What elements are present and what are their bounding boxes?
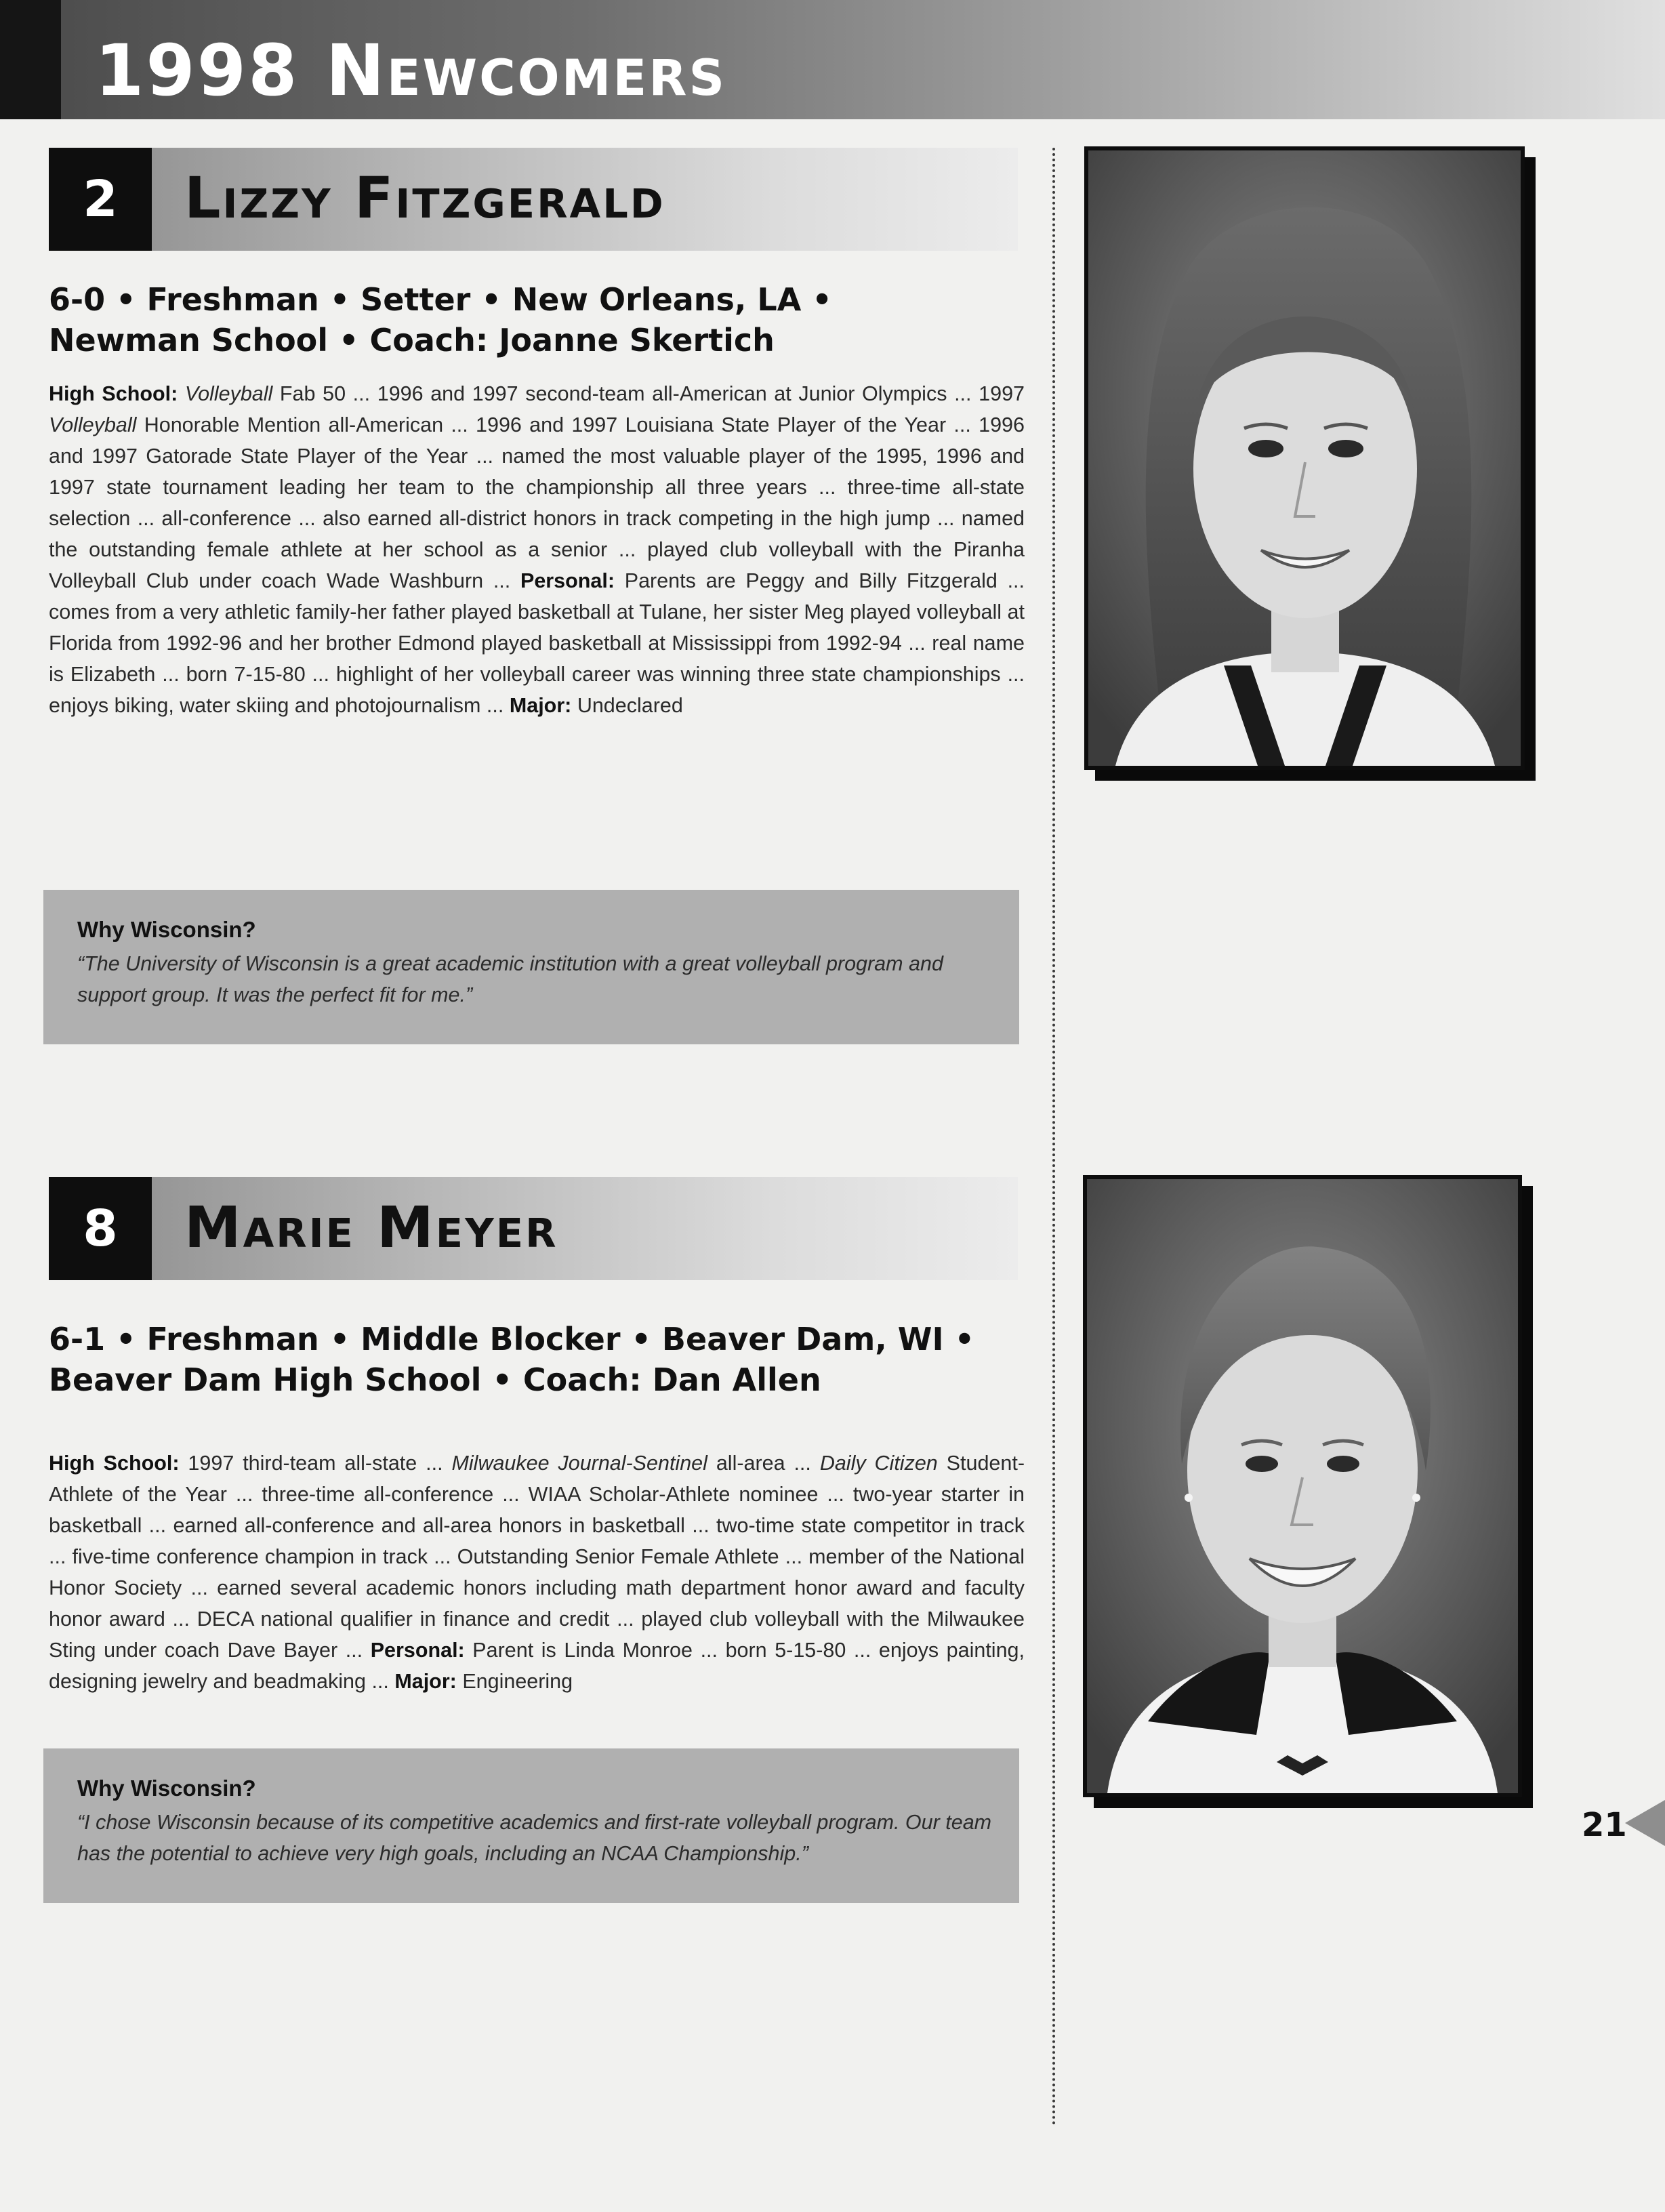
player-vitals: [49, 1319, 1038, 1400]
jersey-number: 2: [49, 148, 152, 251]
why-wisconsin-box: [43, 890, 1019, 1044]
player-name-band: [49, 148, 1018, 251]
bio-text: Student-Athlete of the Year ... three-time all-conference ... WIAA Scholar-Athlete nominee ... two-year starter in basketball ... earned all-conference and all-area honors in basketball ... two-time state competitor in track ... five-time conference champion in track ... Outstanding Senior Female Athlete ... member of the National Honor Society ... earned several academic honors including math department honor award and faculty honor award ... DECA national qualifier in finance and credit ... played club volleyball with the Milwaukee Sting under coach Dave Bayer ...: [49, 1452, 1025, 1662]
personal-label: Personal:: [370, 1639, 465, 1662]
page-arrow-icon: [1625, 1800, 1665, 1846]
vitals-line-2: Beaver Dam High School • Coach: Dan Allen: [49, 1361, 821, 1398]
page-number: 21: [1582, 1806, 1627, 1844]
why-wisconsin-title: Why Wisconsin?: [77, 917, 256, 942]
major-label: Major:: [394, 1670, 457, 1693]
personal-text: Parents are Peggy and Billy Fitzgerald ... comes from a very athletic family-her father played basketball at Tulane, her sister Meg played volleyball at Florida from 1992-96 and her brother Edmond played basketball at Mississippi from 1992-94 ... real name is Elizabeth ... born 7-15-80 ... highlight of her volleyball career was winning three state championships ... enjoys biking, water skiing and photojournalism ...: [49, 569, 1025, 717]
publication-name: Volleyball: [184, 382, 273, 405]
jersey-number: 8: [49, 1177, 152, 1280]
column-divider: [1052, 148, 1055, 2127]
bio-text: Honorable Mention all-American ... 1996 and 1997 Louisiana State Player of the Year ... 1996 and 1997 Gatorade State Player of the Year ... named the most valuable player of the 1995, 1996 and 1997 state tournament leading her team to the championship all three years ... three-time all-state selection ... all-conference ... also earned all-district honors in track competing in the high jump ... named the outstanding female athlete at her school as a senior ... played club volleyball with the Piranha Volleyball Club under coach Wade Washburn ...: [49, 413, 1025, 592]
major-text: Engineering: [456, 1670, 573, 1693]
publication-name: Milwaukee Journal-Sentinel: [451, 1452, 707, 1475]
major-text: Undeclared: [571, 694, 683, 717]
why-wisconsin-quote: “I chose Wisconsin because of its competitive academics and first-rate volleyball program. Our team has the potential to achieve very high goals, including an NCAA Championship.”: [77, 1811, 992, 1865]
high-school-label: High School:: [49, 1452, 180, 1475]
why-wisconsin-title: Why Wisconsin?: [77, 1776, 256, 1801]
publication-name: Daily Citizen: [819, 1452, 938, 1475]
bio-text: all-area ...: [707, 1452, 820, 1475]
player-photo: [1083, 1175, 1522, 1797]
personal-label: Personal:: [520, 569, 615, 592]
vitals-line-1: 6-0 • Freshman • Setter • New Orleans, LA •: [49, 281, 832, 318]
high-school-label: High School:: [49, 382, 178, 405]
vitals-line-2: Newman School • Coach: Joanne Skertich: [49, 322, 775, 359]
player-name: Marie Meyer: [184, 1194, 558, 1261]
header-edge-block: [0, 0, 61, 119]
page-header: [0, 0, 1665, 119]
publication-name: Volleyball: [49, 413, 137, 436]
why-wisconsin-box: [43, 1748, 1019, 1903]
player-bio: [49, 378, 1025, 721]
player-name-band: [49, 1177, 1018, 1280]
player-bio: [49, 1448, 1025, 1697]
vitals-line-1: 6-1 • Freshman • Middle Blocker • Beaver Dam, WI •: [49, 1321, 975, 1357]
bio-text: 1997 third-team all-state ...: [179, 1452, 452, 1475]
personal-text: Parent is Linda Monroe ... born 5-15-80 ... enjoys painting, designing jewelry and beadmaking ...: [49, 1639, 1025, 1693]
portrait-image: [1088, 150, 1521, 766]
portrait-image: [1087, 1179, 1518, 1793]
page-title: 1998 Newcomers: [95, 29, 727, 112]
major-label: Major:: [509, 694, 572, 717]
player-name: Lizzy Fitzgerald: [184, 165, 665, 231]
player-photo: [1084, 146, 1525, 770]
why-wisconsin-quote: “The University of Wisconsin is a great academic institution with a great volleyball program and support group. It was the perfect fit for me.”: [77, 952, 943, 1006]
bio-text: Fab 50 ... 1996 and 1997 second-team all-American at Junior Olympics ... 1997: [272, 382, 1025, 405]
player-vitals: [49, 279, 1038, 361]
